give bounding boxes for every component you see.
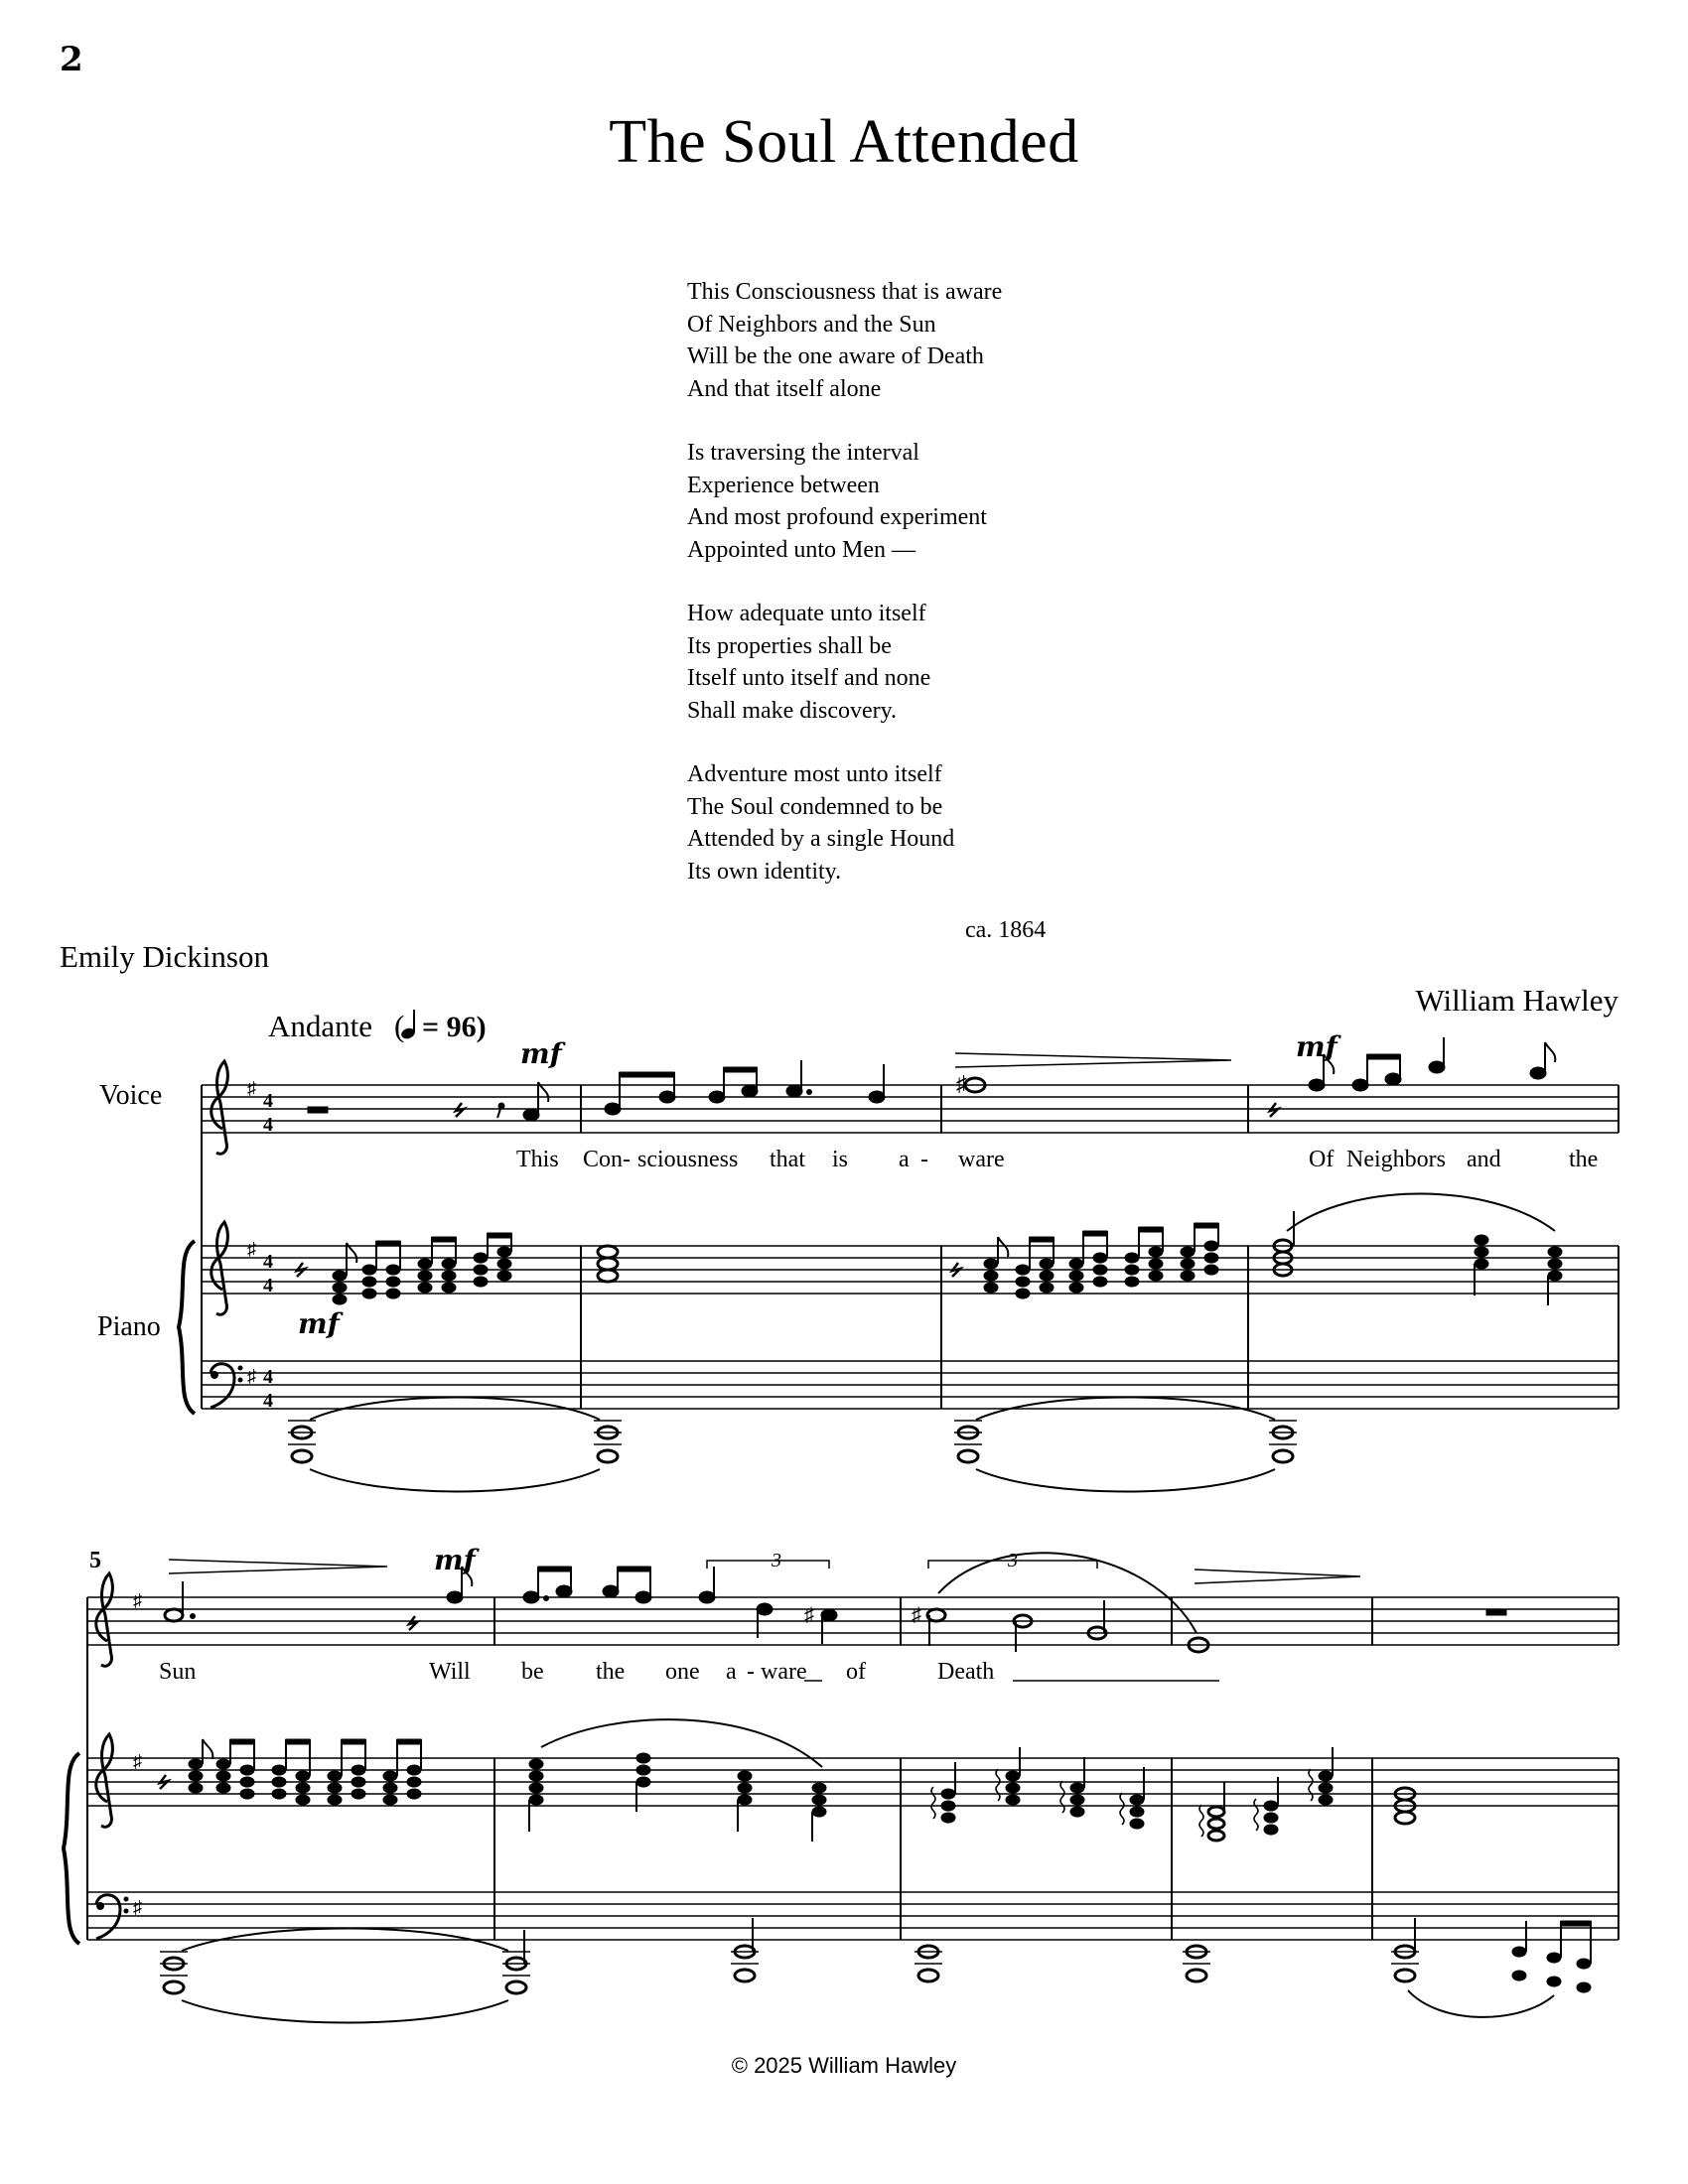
lyric-syllable: Neighbors bbox=[1346, 1147, 1446, 1172]
svg-text:4: 4 bbox=[263, 1114, 273, 1136]
poem-line: Of Neighbors and the Sun bbox=[687, 311, 936, 338]
dynamic-mark: mf bbox=[434, 1544, 476, 1576]
sharp-icon: ♯ bbox=[133, 1751, 142, 1771]
piano-bass-staff-1 bbox=[202, 1361, 1618, 1409]
piano-bass-notes-1 bbox=[292, 1427, 1293, 1462]
bass-eighths-2 bbox=[1512, 1921, 1591, 1992]
piano-chords-1 bbox=[297, 1194, 1562, 1306]
arpeggio-marks bbox=[931, 1769, 1313, 1837]
ledger-lines-1 bbox=[288, 1421, 1297, 1444]
poem-line: How adequate unto itself bbox=[687, 601, 926, 626]
poem-line: Appointed unto Men — bbox=[687, 536, 915, 563]
poem-line: And that itself alone bbox=[687, 375, 882, 402]
tempo-bpm: = 96) bbox=[422, 1011, 487, 1043]
bass-stems-2 bbox=[524, 1918, 1415, 1964]
lyric-syllable: Of bbox=[1309, 1147, 1335, 1172]
bass-clef-icon bbox=[211, 1364, 243, 1408]
dynamic-mark: mf bbox=[298, 1307, 340, 1340]
lyric-syllable: sciousness bbox=[637, 1147, 739, 1172]
piano-label: Piano bbox=[97, 1311, 161, 1342]
piano-brace-2 bbox=[64, 1753, 79, 1944]
poem-line: Adventure most unto itself bbox=[687, 761, 942, 787]
svg-text:♯: ♯ bbox=[912, 1604, 921, 1626]
lyric-syllable: is bbox=[832, 1147, 849, 1172]
lyric-syllable: the bbox=[596, 1659, 626, 1685]
lyric-syllable: ware bbox=[958, 1147, 1005, 1172]
lyric-syllable: Con- bbox=[583, 1147, 631, 1172]
poem-line: Its properties shall be bbox=[687, 632, 892, 659]
measure-number: 5 bbox=[89, 1548, 101, 1573]
svg-text:-: - bbox=[920, 1147, 928, 1172]
svg-text:♯: ♯ bbox=[804, 1604, 814, 1626]
poem-line: The Soul condemned to be bbox=[687, 793, 943, 820]
barlines-1 bbox=[202, 1085, 1618, 1409]
decrescendo-hairpin bbox=[169, 1560, 387, 1573]
lyric-syllable: ware bbox=[761, 1659, 807, 1685]
sharp-icon: ♯ bbox=[133, 1897, 142, 1917]
voice-staff-2 bbox=[87, 1597, 1618, 1645]
lyric-syllable: the bbox=[1569, 1147, 1599, 1172]
ties-1 bbox=[310, 1398, 1275, 1492]
lyric-syllable: one bbox=[665, 1659, 700, 1685]
treble-clef-icon bbox=[211, 1222, 228, 1314]
sharp-icon: ♯ bbox=[133, 1590, 142, 1610]
ledger-lines-2 bbox=[160, 1952, 1419, 1976]
sharp-icon: ♯ bbox=[247, 1078, 256, 1098]
poem-line: Shall make discovery. bbox=[687, 697, 898, 724]
lyric-syllable: This bbox=[516, 1147, 559, 1172]
song-title: The Soul Attended bbox=[609, 108, 1079, 176]
poem-line: Experience between bbox=[687, 472, 880, 498]
copyright-notice: © 2025 William Hawley bbox=[731, 2053, 957, 2078]
svg-text:4: 4 bbox=[263, 1390, 273, 1412]
piano-bass-notes-2 bbox=[164, 1946, 1415, 1993]
tuplet-number: 3 bbox=[772, 1550, 781, 1571]
lyric-syllable: and bbox=[1467, 1147, 1501, 1172]
decrescendo-hairpin bbox=[955, 1053, 1231, 1067]
lyrics-line-1 bbox=[516, 1147, 1598, 1172]
sharp-icon: ♯ bbox=[247, 1239, 256, 1259]
bass-clef-icon bbox=[96, 1895, 129, 1939]
lyric-syllable: Will bbox=[429, 1659, 471, 1685]
dynamic-mark: mf bbox=[520, 1037, 562, 1070]
tuplet-brackets bbox=[707, 1561, 1097, 1569]
treble-clef-icon bbox=[211, 1061, 228, 1154]
tuplet-number: 3 bbox=[1008, 1550, 1018, 1571]
ties-2 bbox=[182, 1929, 1554, 2023]
svg-text:4: 4 bbox=[263, 1366, 273, 1388]
poem-date: ca. 1864 bbox=[965, 917, 1047, 943]
lyric-syllable: Sun bbox=[159, 1659, 197, 1685]
piano-bass-staff-2 bbox=[87, 1892, 1618, 1940]
poet-name: Emily Dickinson bbox=[60, 939, 269, 974]
sharp-icon: ♯ bbox=[247, 1366, 256, 1386]
voice-label: Voice bbox=[99, 1080, 163, 1111]
svg-text:-: - bbox=[747, 1659, 755, 1685]
svg-text:4: 4 bbox=[263, 1251, 273, 1273]
lyric-syllable: Death bbox=[937, 1659, 995, 1685]
poem-line: Itself unto itself and none bbox=[687, 665, 931, 691]
voice-staff-1 bbox=[202, 1085, 1618, 1133]
poem-line: Is traversing the interval bbox=[687, 440, 919, 466]
tempo-paren: ( bbox=[394, 1009, 405, 1043]
page-number: 2 bbox=[60, 40, 83, 79]
piano-treble-staff-2 bbox=[87, 1758, 1618, 1806]
poem-line: Attended by a single Hound bbox=[687, 826, 955, 852]
svg-text:4: 4 bbox=[263, 1275, 273, 1297]
poem-line: Will be the one aware of Death bbox=[687, 343, 984, 369]
dynamic-mark: mf bbox=[1296, 1030, 1337, 1063]
treble-clef-icon bbox=[96, 1734, 113, 1827]
poem-line: Its own identity. bbox=[687, 858, 842, 885]
lyric-syllable: a bbox=[899, 1147, 910, 1172]
lyric-syllable: that bbox=[770, 1147, 805, 1172]
poem-line: And most profound experiment bbox=[687, 504, 987, 530]
composer-name: William Hawley bbox=[1415, 983, 1618, 1018]
decrescendo-hairpin bbox=[1195, 1570, 1360, 1583]
time-signature bbox=[263, 1090, 273, 1412]
svg-text:4: 4 bbox=[263, 1090, 273, 1112]
piano-treble-staff-1 bbox=[202, 1246, 1618, 1294]
tempo-marking: Andante bbox=[268, 1009, 373, 1043]
lyrics-line-2 bbox=[159, 1659, 994, 1685]
treble-clef-icon bbox=[96, 1573, 113, 1666]
piano-brace-1 bbox=[179, 1241, 195, 1414]
poem-line: This Consciousness that is aware bbox=[687, 279, 1003, 305]
lyric-syllable: of bbox=[846, 1659, 866, 1685]
lyric-syllable: be bbox=[521, 1659, 544, 1685]
barlines-2 bbox=[87, 1597, 1618, 1940]
svg-text:♯: ♯ bbox=[956, 1071, 967, 1096]
piano-chords-2 bbox=[160, 1719, 1415, 1842]
lyric-syllable: a bbox=[726, 1659, 737, 1685]
